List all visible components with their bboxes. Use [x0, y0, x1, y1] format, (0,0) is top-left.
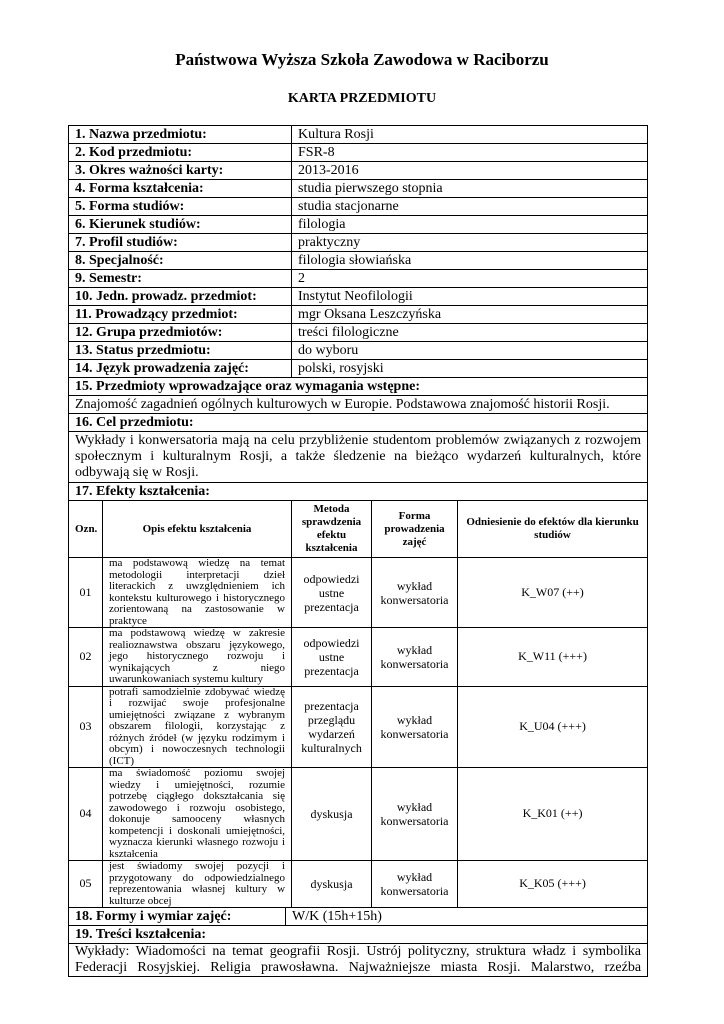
field-value: praktyczny	[292, 234, 648, 252]
field-value: Kultura Rosji	[292, 126, 648, 144]
field-row-specialty	[69, 252, 648, 270]
goal-label-row	[69, 414, 648, 432]
field-value: 2013-2016	[292, 162, 648, 180]
field-label: 9. Semestr:	[69, 270, 292, 288]
effect-ozn: 03	[69, 686, 103, 768]
field-label: 3. Okres ważności karty:	[69, 162, 292, 180]
effect-reference: K_K05 (+++)	[458, 861, 648, 908]
goal-label: 16. Cel przedmiotu:	[69, 414, 648, 432]
field-label: 1. Nazwa przedmiotu:	[69, 126, 292, 144]
field-label: 8. Specjalność:	[69, 252, 292, 270]
field-row-study-profile	[69, 234, 648, 252]
field-value: filologia	[292, 216, 648, 234]
prereq-text-row	[69, 396, 648, 414]
effect-ozn: 02	[69, 628, 103, 687]
effect-description: ma podstawową wiedzę na temat metodologii interpretacji dzieł literackich z uwzględnieniem ich kontekstu kulturowego i historycznego zorientowaną na zastosowanie w praktyce	[103, 558, 292, 628]
field-label: 11. Prowadzący przedmiot:	[69, 306, 292, 324]
effects-row-05	[69, 861, 648, 908]
effect-form: wykład konwersatoria	[372, 628, 458, 687]
effect-reference: K_U04 (+++)	[458, 686, 648, 768]
goal-text: Wykłady i konwersatoria mają na celu przybliżenie studentom problemów związanych z rozwojem społecznym i kulturalnym Rosji, a także śledzenie na bieżąco wydarzeń kulturalnych, które odbywają się w Rosji.	[69, 432, 648, 483]
forms-row	[69, 908, 648, 926]
content-text: Wykłady: Wiadomości na temat geografii Rosji. Ustrój polityczny, struktura władz i symbolika Federacji Rosyjskiej. Religia prawosławna. Najważniejsze miasta Rosji. Malarstwo, rzeźba	[69, 944, 648, 977]
forms-value: W/K (15h+15h)	[286, 908, 648, 926]
effects-row-01	[69, 558, 648, 628]
effect-reference: K_W07 (++)	[458, 558, 648, 628]
effects-header-form: Forma prowadzenia zajęć	[372, 501, 458, 558]
effects-row-02	[69, 628, 648, 687]
effect-method: odpowiedzi ustne prezentacja	[292, 558, 372, 628]
goal-text-row	[69, 432, 648, 483]
effect-form: wykład konwersatoria	[372, 558, 458, 628]
effect-reference: K_W11 (+++)	[458, 628, 648, 687]
prereq-text: Znajomość zagadnień ogólnych kulturowych w Europie. Podstawowa znajomość historii Rosji.	[69, 396, 648, 414]
prereq-label-row	[69, 378, 648, 396]
field-value: filologia słowiańska	[292, 252, 648, 270]
field-row-validity	[69, 162, 648, 180]
effect-form: wykład konwersatoria	[372, 768, 458, 861]
field-row-education-form	[69, 180, 648, 198]
effects-label-row	[69, 483, 648, 501]
effects-header-method: Metoda sprawdzenia efektu kształcenia	[292, 501, 372, 558]
content-text-row	[69, 944, 648, 977]
effects-header-ref: Odniesienie do efektów dla kierunku studiów	[458, 501, 648, 558]
field-row-status	[69, 342, 648, 360]
field-value: studia pierwszego stopnia	[292, 180, 648, 198]
field-row-course-name	[69, 126, 648, 144]
field-value: studia stacjonarne	[292, 198, 648, 216]
prereq-label: 15. Przedmioty wprowadzające oraz wymagania wstępne:	[69, 378, 648, 396]
field-label: 5. Forma studiów:	[69, 198, 292, 216]
effect-method: dyskusja	[292, 861, 372, 908]
field-row-subject-group	[69, 324, 648, 342]
field-value: 2	[292, 270, 648, 288]
field-row-study-form	[69, 198, 648, 216]
field-label: 7. Profil studiów:	[69, 234, 292, 252]
effects-label: 17. Efekty kształcenia:	[69, 483, 648, 501]
effects-row-04	[69, 768, 648, 861]
field-row-unit	[69, 288, 648, 306]
effects-header-ozn: Ozn.	[69, 501, 103, 558]
field-value: Instytut Neofilologii	[292, 288, 648, 306]
effect-form: wykład konwersatoria	[372, 861, 458, 908]
field-row-language	[69, 360, 648, 378]
effects-header-row	[69, 501, 648, 558]
field-row-lecturer	[69, 306, 648, 324]
effect-method: dyskusja	[292, 768, 372, 861]
forms-label: 18. Formy i wymiar zajęć:	[69, 908, 286, 926]
effect-description: potrafi samodzielnie zdobywać wiedzę i rozwijać swoje profesjonalne umiejętności związane z wybranym obszarem filologii, korzystając z różnych źródeł (w języku rodzimym i obcym) i nowoczesnych technologii (ICT)	[103, 686, 292, 768]
content-label: 19. Treści kształcenia:	[69, 926, 648, 944]
field-value: do wyboru	[292, 342, 648, 360]
effect-ozn: 01	[69, 558, 103, 628]
field-value: treści filologiczne	[292, 324, 648, 342]
field-value: polski, rosyjski	[292, 360, 648, 378]
effect-reference: K_K01 (++)	[458, 768, 648, 861]
effect-description: ma świadomość poziomu swojej wiedzy i umiejętności, rozumie potrzebę ciągłego dokształcania się zawodowego i rozwoju osobistego, dokonuje samooceny własnych kompetencji i doskonali umiejętności, wyznacza kierunki własnego rozwoju i kształcenia	[103, 768, 292, 861]
content-label-row	[69, 926, 648, 944]
field-label: 14. Język prowadzenia zajęć:	[69, 360, 292, 378]
effect-method: odpowiedzi ustne prezentacja	[292, 628, 372, 687]
effects-header-desc: Opis efektu kształcenia	[103, 501, 292, 558]
field-row-course-code	[69, 144, 648, 162]
effect-method: prezentacja przeglądu wydarzeń kulturalnych	[292, 686, 372, 768]
effect-ozn: 05	[69, 861, 103, 908]
field-value: mgr Oksana Leszczyńska	[292, 306, 648, 324]
field-label: 6. Kierunek studiów:	[69, 216, 292, 234]
field-label: 10. Jedn. prowadz. przedmiot:	[69, 288, 292, 306]
field-row-field-of-study	[69, 216, 648, 234]
effect-description: ma podstawową wiedzę w zakresie realioznawstwa obszaru językowego, jego historycznego rozwoju i wynikających z niego uwarunkowaniach systemu kultury	[103, 628, 292, 687]
field-label: 2. Kod przedmiotu:	[69, 144, 292, 162]
effects-row-03	[69, 686, 648, 768]
field-value: FSR-8	[292, 144, 648, 162]
effect-description: jest świadomy swojej pozycji i przygotowany do odpowiedzialnego reprezentowania własnej kultury w kulturze obcej	[103, 861, 292, 908]
field-label: 13. Status przedmiotu:	[69, 342, 292, 360]
field-label: 4. Forma kształcenia:	[69, 180, 292, 198]
effect-ozn: 04	[69, 768, 103, 861]
institution-title: Państwowa Wyższa Szkoła Zawodowa w Raciborzu	[175, 50, 549, 69]
document-title: KARTA PRZEDMIOTU	[287, 91, 437, 106]
course-card-table	[68, 125, 648, 977]
field-row-semester	[69, 270, 648, 288]
field-label: 12. Grupa przedmiotów:	[69, 324, 292, 342]
effect-form: wykład konwersatoria	[372, 686, 458, 768]
